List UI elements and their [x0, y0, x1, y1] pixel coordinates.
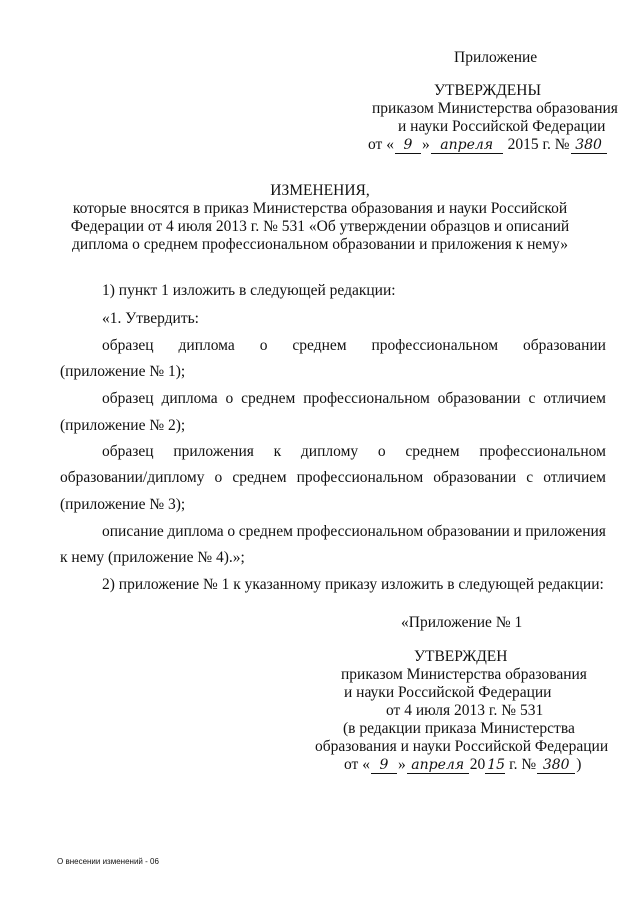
- word: о: [259, 337, 268, 354]
- word: образец: [102, 443, 154, 460]
- para-6-line: [102, 523, 606, 541]
- date-mid: »: [421, 136, 430, 153]
- word: с: [526, 469, 534, 486]
- word: отличием: [543, 390, 606, 407]
- para-6-end: к нему (приложение № 4).»;: [60, 549, 245, 566]
- word: о: [214, 469, 223, 486]
- word: среднем: [292, 337, 347, 354]
- appendix-label: Приложение: [454, 49, 538, 66]
- word: образец: [102, 337, 154, 354]
- handwritten-day: 9: [395, 138, 421, 154]
- word: профессиональном: [303, 390, 430, 407]
- word: образовании/диплому: [60, 469, 205, 486]
- annex-line3: от 4 июля 2013 г. № 531: [386, 702, 544, 719]
- approval-date-line: [368, 136, 608, 154]
- para-4-line: [102, 390, 606, 408]
- word: среднем: [238, 523, 293, 540]
- title-line1: которые вносятся в приказ Министерства образования и науки Российской: [72, 200, 568, 217]
- para-3-end: (приложение № 1);: [60, 363, 186, 380]
- word: диплома: [167, 523, 224, 540]
- word: приложения: [525, 523, 606, 540]
- para-5-line1: [102, 443, 606, 461]
- para-3-line: [102, 337, 606, 355]
- annex-date-line: [344, 756, 581, 774]
- word: образец: [102, 390, 154, 407]
- word: среднем: [241, 390, 296, 407]
- word: диплому: [300, 443, 359, 460]
- item-1-instruction: 1) пункт 1 изложить в следующей редакции:: [102, 282, 396, 299]
- word: описание: [102, 523, 164, 540]
- date-prefix: от «: [368, 136, 394, 153]
- year-and-number-label: 2015 г. №: [507, 136, 570, 153]
- word: к: [273, 443, 282, 460]
- annex-date-mid: »: [397, 756, 406, 773]
- word: профессиональном: [296, 523, 424, 540]
- para-4-end: (приложение № 2);: [60, 417, 186, 434]
- word: о: [225, 390, 234, 407]
- document-heading: ИЗМЕНЕНИЯ,: [270, 182, 370, 199]
- annex-handwritten-day: 9: [371, 758, 397, 774]
- annex-year-prefix: 20: [469, 756, 486, 773]
- annex-number-label: г. №: [509, 756, 537, 773]
- approved-by-line1: приказом Министерства образования: [372, 100, 618, 117]
- word: о: [227, 523, 236, 540]
- annex-close-paren: ): [576, 756, 582, 773]
- annex-appendix-label: «Приложение № 1: [401, 614, 523, 631]
- word: диплома: [178, 337, 235, 354]
- approved-by-line2: и науки Российской Федерации: [398, 118, 606, 135]
- word: о: [377, 443, 386, 460]
- item-1-approve: «1. Утвердить:: [102, 310, 199, 327]
- item-2-instruction: 2) приложение № 1 к указанному приказу изложить в следующей редакции:: [102, 576, 604, 593]
- word: образовании: [433, 469, 517, 486]
- word: диплома: [161, 390, 218, 407]
- word: образовании: [437, 390, 521, 407]
- annex-line2: и науки Российской Федерации: [344, 684, 552, 701]
- word: с: [528, 390, 536, 407]
- para-5-line2: [60, 469, 606, 487]
- word: профессиональном: [479, 443, 606, 460]
- annex-line1: приказом Министерства образования: [341, 666, 587, 683]
- word: образовании: [426, 523, 510, 540]
- annex-approved-label: УТВЕРЖДЕН: [414, 648, 508, 665]
- handwritten-month: апреля: [431, 138, 503, 154]
- annex-handwritten-number: 380: [537, 758, 575, 774]
- word: приложения: [173, 443, 254, 460]
- annex-handwritten-month: апреля: [407, 758, 469, 774]
- word: отличием: [543, 469, 606, 486]
- word: среднем: [232, 469, 287, 486]
- word: профессиональном: [371, 337, 499, 354]
- annex-line4: (в редакции приказа Министерства: [343, 720, 575, 737]
- annex-date-prefix: от «: [344, 756, 370, 773]
- handwritten-number: 380: [571, 138, 607, 154]
- title-line2: Федерации от 4 июля 2013 г. № 531 «Об утверждении образцов и описаний: [70, 218, 570, 235]
- word: образовании: [523, 337, 606, 354]
- word: среднем: [405, 443, 460, 460]
- para-5-end: (приложение № 3);: [60, 496, 186, 513]
- title-line3: диплома о среднем профессиональном образовании и приложения к нему»: [72, 236, 568, 253]
- approved-label: УТВЕРЖДЕНЫ: [434, 82, 541, 99]
- word: и: [513, 523, 522, 540]
- annex-line5: образования и науки Российской Федерации: [315, 738, 609, 755]
- annex-handwritten-year: 15: [487, 757, 506, 773]
- word: профессиональном: [296, 469, 424, 486]
- footer-note: О внесении изменений - 06: [57, 857, 159, 866]
